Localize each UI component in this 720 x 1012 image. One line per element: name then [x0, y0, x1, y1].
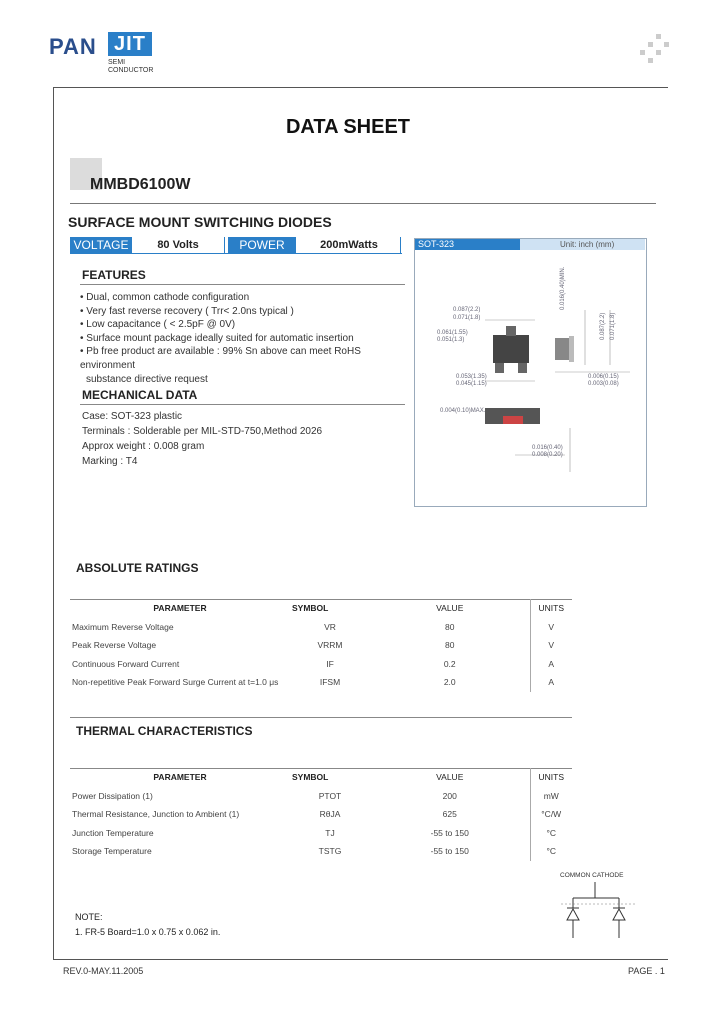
- cell-symbol: IFSM: [319, 677, 341, 688]
- absolute-ratings-table: [70, 599, 572, 692]
- frame-top-line: [53, 87, 668, 88]
- cell-units: mW: [530, 787, 572, 806]
- mechanical-item: Terminals : Solderable per MIL-STD-750,Method 2026: [82, 426, 323, 437]
- top-view-body: [493, 335, 529, 363]
- cell-symbol: VRRM: [317, 640, 343, 651]
- cell-symbol: VR: [324, 621, 336, 632]
- dim-label: 0.061(1.55): [437, 330, 468, 336]
- revision-label: REV.0-MAY.11.2005: [63, 966, 144, 976]
- cell-symbol: PTOT: [318, 790, 342, 801]
- cell-units: A: [530, 655, 572, 674]
- thermal-table: [70, 768, 572, 861]
- cell-units: V: [530, 636, 572, 655]
- feature-item: • Dual, common cathode configuration: [80, 292, 250, 303]
- cell-parameter: Non-repetitive Peak Forward Surge Current at t=1.0 μs: [72, 677, 279, 688]
- power-value: 200mWatts: [298, 237, 401, 253]
- dim-label-vertical: 0.087(2.2): [600, 312, 606, 340]
- cell-value: 2.0: [443, 677, 456, 688]
- cell-units: A: [530, 673, 572, 692]
- frame-bottom-line: [53, 959, 668, 960]
- dim-label-vertical: 0.071(1.8): [610, 312, 616, 340]
- features-heading: FEATURES: [82, 268, 146, 282]
- part-number: MMBD6100W: [90, 176, 191, 193]
- cell-symbol: IF: [326, 658, 334, 669]
- col-parameter: PARAMETER: [153, 603, 207, 614]
- feature-item: • Pb free product are available : 99% Sn above can meet RoHS environment: [80, 346, 361, 371]
- col-symbol: SYMBOL: [292, 603, 329, 614]
- frame-left-line: [53, 87, 54, 959]
- deco-square: [648, 42, 653, 47]
- top-view-lead: [518, 363, 527, 373]
- circuit-label: COMMON CATHODE: [560, 872, 624, 879]
- brand-logo-text: PAN: [49, 34, 97, 59]
- dim-label: 0.053(1.35): [456, 374, 487, 380]
- absolute-ratings-heading: ABSOLUTE RATINGS: [76, 561, 199, 575]
- cell-parameter: Junction Temperature: [72, 827, 154, 838]
- cell-value: -55 to 150: [430, 846, 469, 857]
- dim-label: 0.004(0.10)MAX.: [440, 408, 486, 414]
- cell-parameter: Peak Reverse Voltage: [72, 640, 157, 651]
- deco-square: [664, 42, 669, 47]
- cell-parameter: Continuous Forward Current: [72, 658, 180, 669]
- feature-item: substance directive request: [86, 373, 208, 385]
- side-view-body: [555, 338, 569, 360]
- power-label: POWER: [228, 237, 296, 253]
- features-list: [80, 291, 410, 386]
- col-value: VALUE: [436, 603, 464, 614]
- col-symbol: SYMBOL: [292, 772, 329, 783]
- dim-label: 0.051(1.3): [437, 337, 465, 343]
- cell-symbol: TJ: [325, 827, 335, 838]
- voltage-label: VOLTAGE: [70, 237, 132, 253]
- cell-value: 0.2: [443, 658, 456, 669]
- page-number: PAGE . 1: [628, 966, 665, 976]
- table-row: [70, 824, 572, 843]
- table-row: [70, 805, 572, 824]
- brand-tagline-line2: CONDUCTOR: [108, 67, 154, 74]
- deco-square: [648, 58, 653, 63]
- table-row: [70, 655, 572, 674]
- dim-label: 0.071(1.8): [453, 315, 481, 321]
- table-row: [70, 618, 572, 637]
- unit-label: Unit: inch (mm): [560, 240, 615, 249]
- cell-units: °C: [530, 842, 572, 861]
- mechanical-item: Marking : T4: [82, 456, 138, 467]
- cell-value: 80: [445, 621, 455, 632]
- col-parameter: PARAMETER: [153, 772, 207, 783]
- product-subtitle: SURFACE MOUNT SWITCHING DIODES: [68, 214, 332, 230]
- cell-units: °C: [530, 824, 572, 843]
- voltage-value: 80 Volts: [132, 237, 225, 253]
- cell-parameter: Thermal Resistance, Junction to Ambient (1): [72, 809, 240, 820]
- deco-square: [640, 50, 645, 55]
- brand-tagline-line1: SEMI: [108, 59, 126, 66]
- package-name: SOT-323: [415, 239, 520, 250]
- mechanical-list: [82, 409, 412, 469]
- mechanical-underline: [80, 404, 405, 405]
- mechanical-item: Case: SOT-323 plastic: [82, 411, 183, 422]
- cell-parameter: Storage Temperature: [72, 846, 152, 857]
- feature-item: • Surface mount package ideally suited for automatic insertion: [80, 332, 354, 344]
- thermal-heading: THERMAL CHARACTERISTICS: [76, 724, 253, 738]
- dim-label: 0.016(0.40): [532, 445, 563, 451]
- table-row: [70, 787, 572, 806]
- col-value: VALUE: [436, 772, 464, 783]
- table-row: [70, 636, 572, 655]
- table-row: [70, 673, 572, 692]
- dim-label: 0.008(0.20): [532, 452, 563, 458]
- note-item: 1. FR-5 Board=1.0 x 0.75 x 0.062 in.: [75, 927, 221, 937]
- document-title: DATA SHEET: [285, 116, 411, 138]
- cell-parameter: Maximum Reverse Voltage: [72, 621, 174, 632]
- dim-label: 0.006(0.15): [588, 374, 619, 380]
- cell-units: V: [530, 618, 572, 637]
- dim-label: 0.087(2.2): [453, 307, 481, 313]
- cell-symbol: TSTG: [318, 846, 342, 857]
- side-view-lead: [569, 336, 574, 362]
- dim-label-vertical: 0.016(0.40)MIN.: [560, 266, 566, 310]
- mechanical-heading: MECHANICAL DATA: [82, 388, 198, 402]
- dim-label: 0.045(1.15): [456, 381, 487, 387]
- title-divider: [70, 203, 656, 204]
- cell-value: 625: [442, 809, 457, 820]
- end-view-mark: [503, 416, 523, 424]
- deco-square: [656, 50, 661, 55]
- col-units: UNITS: [530, 599, 572, 618]
- cell-value: 200: [442, 790, 457, 801]
- common-cathode-schematic: [555, 880, 645, 950]
- deco-square: [656, 34, 661, 39]
- feature-item: • Low capacitance ( < 2.5pF @ 0V): [80, 319, 236, 331]
- col-units: UNITS: [530, 768, 572, 787]
- features-underline: [80, 284, 405, 285]
- cell-parameter: Power Dissipation (1): [72, 790, 153, 801]
- table-header-row: [70, 599, 572, 618]
- feature-item: • Very fast reverse recovery ( Trr< 2.0ns typical ): [80, 305, 294, 317]
- spec-bar: [70, 237, 402, 254]
- cell-value: -55 to 150: [430, 827, 469, 838]
- top-view-lead: [495, 363, 504, 373]
- note-heading: NOTE:: [75, 912, 103, 922]
- dim-label: 0.003(0.08): [588, 381, 619, 387]
- table-header-row: [70, 768, 572, 787]
- brand-logo-badge: JIT: [108, 32, 152, 56]
- table-row: [70, 842, 572, 861]
- cell-value: 80: [445, 640, 455, 651]
- ratings-bottom-line: [70, 717, 572, 718]
- brand-tagline: [108, 59, 153, 75]
- top-view-lead: [506, 326, 516, 336]
- mechanical-item: Approx weight : 0.008 gram: [82, 441, 205, 452]
- cell-units: °C/W: [530, 805, 572, 824]
- cell-symbol: RθJA: [319, 809, 341, 820]
